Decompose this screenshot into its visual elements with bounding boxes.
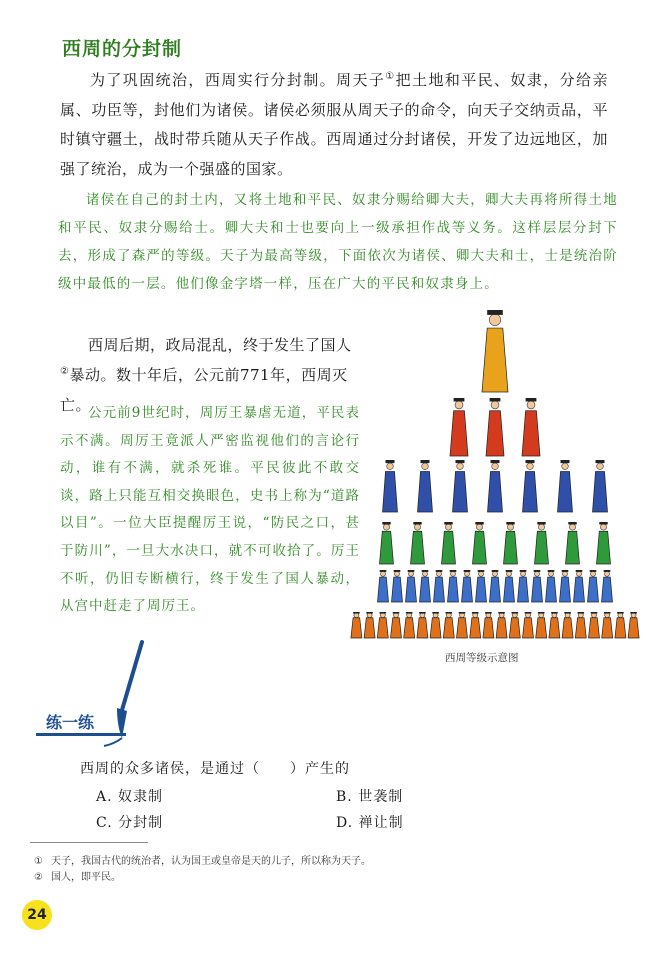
pyramid-tier-2: [450, 398, 540, 456]
slave-figure: [391, 612, 402, 638]
option-d[interactable]: D. 禅让制: [336, 815, 404, 831]
slave-figure: [575, 612, 586, 638]
scholar-figure: [442, 522, 456, 564]
slave-figure: [509, 612, 520, 638]
slave-figure: [615, 612, 626, 638]
commoner-figure: [546, 570, 557, 602]
slave-figure: [364, 612, 375, 638]
commoner-figure: [602, 570, 613, 602]
option-c[interactable]: C. 分封制: [96, 815, 164, 831]
page-number: 24: [22, 900, 52, 930]
slave-figure: [562, 612, 573, 638]
commoner-figure: [560, 570, 571, 602]
king-figure: [482, 310, 508, 392]
minister-figure: [453, 460, 468, 512]
scholar-figure: [504, 522, 518, 564]
pyramid-tier-1: [482, 310, 508, 392]
minister-figure: [558, 460, 573, 512]
commoner-figure: [392, 570, 403, 602]
option-b[interactable]: B. 世袭制: [336, 789, 404, 805]
commoner-figure: [462, 570, 473, 602]
slave-figure: [523, 612, 534, 638]
hierarchy-pyramid-illustration: [340, 300, 640, 645]
commoner-figure: [476, 570, 487, 602]
scholar-figure: [473, 522, 487, 564]
exercise-title: 练一练: [46, 713, 95, 732]
western-zhou-decline-paragraph: 西周后期，政局混乱，终于发生了国人②暴动。数十年后，公元前771年，西周灭亡。: [60, 336, 352, 414]
feudal-hierarchy-note: 诸侯在自己的封土内，又将土地和平民、奴隶分赐给卿大夫，卿大夫再将所得土地和平民、奴隶分赐给士。卿大夫和士也要向上一级承担作战等义务。这样层层分封下去，形成了森严的等级。天子为最高等级，下面依次为诸侯、卿大夫和士，士是统治阶级中最低的一层。他们像金字塔一样，压在广大的平民和奴隶身上。: [58, 192, 618, 292]
exercise-question: 西周的众多诸侯，是通过（ ）产生的: [80, 761, 350, 777]
footnote-2: ② 国人，即平民。: [34, 872, 121, 883]
lord-figure: [450, 398, 468, 456]
lord-figure: [486, 398, 504, 456]
scholar-figure: [535, 522, 549, 564]
minister-figure: [418, 460, 433, 512]
commoner-figure: [448, 570, 459, 602]
slave-figure: [430, 612, 441, 638]
slave-figure: [589, 612, 600, 638]
commoner-figure: [434, 570, 445, 602]
slave-figure: [417, 612, 428, 638]
footnote-1: ① 天子，我国古代的统治者，认为国王或皇帝是天的儿子，所以称为天子。: [34, 856, 371, 867]
commoner-figure: [378, 570, 389, 602]
slave-figure: [602, 612, 613, 638]
commoner-figure: [504, 570, 515, 602]
slave-figure: [457, 612, 468, 638]
slave-figure: [404, 612, 415, 638]
pyramid-tier-4: [380, 522, 611, 564]
slave-figure: [470, 612, 481, 638]
slave-figure: [377, 612, 388, 638]
minister-figure: [593, 460, 608, 512]
slave-figure: [536, 612, 547, 638]
slave-figure: [549, 612, 560, 638]
pyramid-tier-6: [351, 612, 639, 638]
slave-figure: [496, 612, 507, 638]
commoner-figure: [490, 570, 501, 602]
slave-figure: [443, 612, 454, 638]
slave-figure: [628, 612, 639, 638]
ink-brush-icon: [100, 638, 150, 748]
figure-caption: 西周等级示意图: [445, 652, 519, 664]
minister-figure: [488, 460, 503, 512]
commoner-figure: [406, 570, 417, 602]
commoner-figure: [574, 570, 585, 602]
scholar-figure: [597, 522, 611, 564]
scholar-figure: [380, 522, 394, 564]
minister-figure: [523, 460, 538, 512]
lord-figure: [522, 398, 540, 456]
option-a[interactable]: A. 奴隶制: [96, 789, 164, 805]
commoner-figure: [420, 570, 431, 602]
footnote-divider: [30, 842, 148, 843]
commoner-figure: [532, 570, 543, 602]
exercise-underline: [36, 733, 126, 736]
footnote-ref-1: ①: [385, 71, 396, 82]
commoner-figure: [518, 570, 529, 602]
minister-figure: [383, 460, 398, 512]
king-li-story: 公元前9世纪时，周厉王暴虐无道，平民表示不满。周厉王竟派人严密监视他们的言论行动，谁有不满，就杀死谁。平民彼此不敢交谈，路上只能互相交换眼色，史书上称为“道路以目”。一位大臣提醒厉王说，“防民之口，甚于防川”，一旦大水决口，就不可收拾了。厉王不听，仍旧专断横行，终于发生了国人暴动，从宫中赶走了周厉王。: [60, 405, 360, 615]
pyramid-tier-3: [383, 460, 608, 512]
section-title: 西周的分封制: [62, 38, 183, 60]
scholar-figure: [411, 522, 425, 564]
commoner-figure: [588, 570, 599, 602]
scholar-figure: [566, 522, 580, 564]
slave-figure: [483, 612, 494, 638]
pyramid-tier-5: [378, 570, 613, 602]
main-paragraph: 为了巩固统治，西周实行分封制。周天子①把土地和平民、奴隶，分给亲属、功臣等，封他们为诸侯。诸侯必须服从周天子的命令，向天子交纳贡品，平时镇守疆土，战时带兵随从天子作战。西周通过分封诸侯，开发了边远地区，加强了统治，成为一个强盛的国家。: [60, 71, 608, 178]
slave-figure: [351, 612, 362, 638]
footnote-ref-2: ②: [60, 366, 70, 377]
